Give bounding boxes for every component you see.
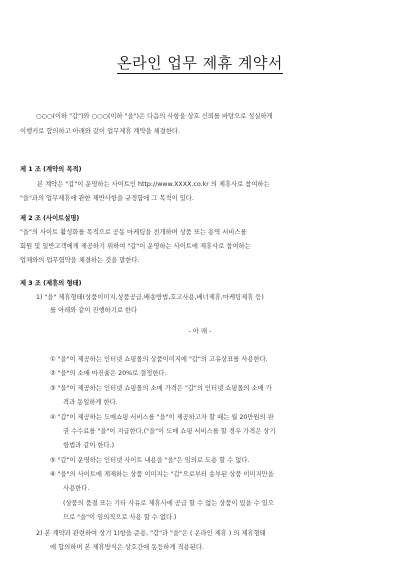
item-6-note-line-2: 므로 "을"이 임의적으로 사용 할 수 없다.) [63, 514, 177, 521]
below-marker: - 아 래 - [188, 328, 212, 335]
item-3-line-1: ③ "을"이 제공하는 인터넷 쇼핑몰의 소매 가격은 "갑"의 인터넷 쇼핑몰의 소매 가 [50, 385, 272, 392]
article-2-line-1: "을"의 사이트 활성화를 목적으로 공동 마케팅을 전개하며 상품 또는 용역 서비스를 [20, 229, 247, 236]
item-6-line-2: 사용한다. [63, 485, 90, 492]
item-3-line-2: 격과 동일하게 한다. [63, 399, 118, 406]
article-1-line-1: 본 계약은 "갑"이 운영하는 사이트인 http://www.XXXX.co.kr 의 제휴사로 참여하는 [37, 181, 270, 188]
article-3-p1-line-1: 1) "을" 제휴형태(상품이미지,상품공급,배송방법,호고사용,배너제휴,마케팅제휴 등) [36, 294, 264, 301]
intro-line-1: ○○○(이하 "갑")와 ○○○(이하 "을")은 다음의 사항을 상호 신뢰를 바탕으로 성실하게 [36, 113, 273, 120]
intro-line-2: 이행키로 합의하고 아래와 같이 업무제휴 계약을 체결한다. [20, 128, 180, 135]
article-1-heading: 제 1 조 (계약의 목적) [20, 166, 82, 173]
article-2-line-3: 업체와의 업무협약을 체결하는 것을 말한다. [20, 257, 140, 264]
item-5: ⑤ "갑"이 운영하는 인터넷 사이트 내용을 "을"은 임의로 도용 할 수 없다. [50, 457, 250, 464]
article-2-line-2: 회원 및 일반고객에게 제공하기 위하여 "갑"이 운영하는 사이트에 제휴사로 참여하는 [20, 243, 251, 250]
article-3-p1-line-2: 를 아래와 같이 진행하기로 한다 [50, 307, 138, 314]
article-2-heading: 제 2 조 (사이트설명) [20, 215, 80, 222]
item-4-line-3: 항법과 같이 한다.) [63, 442, 115, 449]
item-6-note-line-1: (상품의 품절 또는 기타 사유로 제휴사에 공급 할 수 없는 상품이 있을 수 있으 [63, 500, 274, 507]
item-4-line-1: ④ "갑"이 제공하는 도매쇼핑 서비스를 "을"이 제공하고자 할 때는 월 20만원의 판 [50, 414, 274, 421]
article-3-p2-line-1: 2) 본 계약과 관련하여 상기 1)항을 준용, "갑"과 "을"은 ( 온라인 제휴 ) 의 제휴형태 [36, 530, 266, 537]
item-1: ① "을"이 제공하는 인터넷 쇼핑몰의 상품이미지에 "갑"의 고유상표를 사용한다. [50, 356, 268, 363]
document-title: 온라인 업무 제휴 계약서 [117, 54, 283, 72]
item-4-line-2: 권 수수료를 "을"이 지급한다.("을"이 도매 쇼핑 서비스를 할 경우 가격은 상기 [63, 428, 276, 435]
article-3-p2-line-2: 에 합의하며 본 제휴방식은 상호간에 동등하게 적용된다. [50, 544, 204, 551]
article-3-heading: 제 3 조 (제휴의 형태) [20, 280, 82, 287]
item-2: ② "을"의 소매 마진율은 20%로 결정한다. [50, 370, 167, 377]
item-6-line-1: ⑥ "을"의 사이트에 게재하는 상품 이미지는 "갑"으로부터 송부된 상품 이미지만을 [50, 471, 274, 478]
article-1-line-2: "을"과의 업무제휴에 관한 제반사항을 규정함에 그 목적이 있다. [20, 195, 194, 202]
